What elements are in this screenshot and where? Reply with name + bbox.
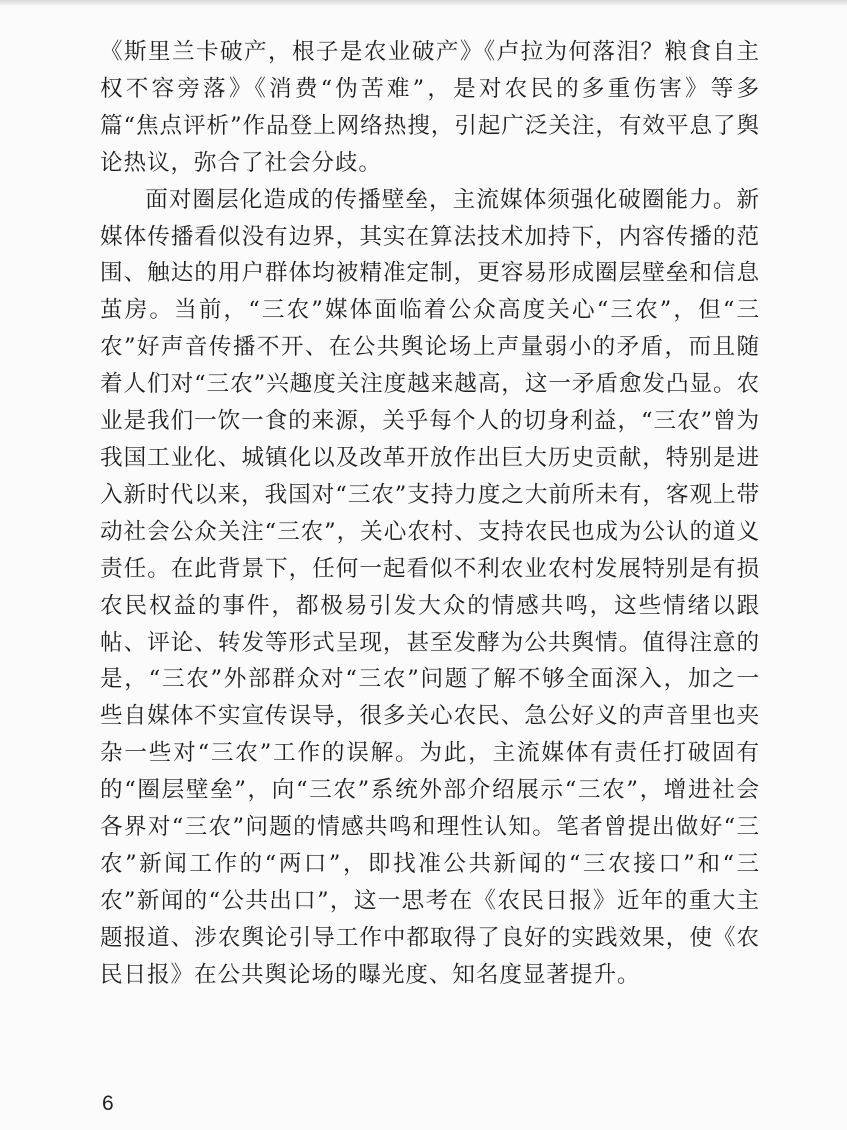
paragraph-breaking-circles: 面对圈层化造成的传播壁垒，主流媒体须强化破圈能力。新媒体传播看似没有边界，其实在算法技术加持下，内容传播的范围、触达的用户群体均被精准定制，更容易形成圈层壁垒和信息茧房。当前，“三农”媒体面临着公众高度关心“三农”，但“三农”好声音传播不开、在公共舆论场上声量弱小的矛盾，而且随着人们对“三农”兴趣度关注度越来越高，这一矛盾愈发凸显。农业是我们一饮一食的来源，关乎每个人的切身利益，“三农”曾为我国工业化、城镇化以及改革开放作出巨大历史贡献，特别是进入新时代以来，我国对“三农”支持力度之大前所未有，客观上带动社会公众关注“三农”，关心农村、支持农民也成为公认的道义责任。在此背景下，任何一起看似不利农业农村发展特别是有损农民权益的事件，都极易引发大众的情感共鸣，这些情绪以跟帖、评论、转发等形式呈现，甚至发酵为公共舆情。值得注意的是，“三农”外部群众对“三农”问题了解不够全面深入，加之一些自媒体不实宣传误导，很多关心农民、急公好义的声音里也夹杂一些对“三农”工作的误解。为此，主流媒体有责任打破固有的“圈层壁垒”，向“三农”系统外部介绍展示“三农”，增进社会各界对“三农”问题的情感共鸣和理性认知。笔者曾提出做好“三农”新闻工作的“两口”，即找准公共新闻的“三农接口”和“三农”新闻的“公共出口”，这一思考在《农民日报》近年的重大主题报道、涉农舆论引导工作中都取得了良好的实践效果，使《农民日报》在公共舆论场的曝光度、知名度显著提升。 xyxy=(100,186,760,988)
page-number: 6 xyxy=(102,1092,114,1115)
page-top-edge xyxy=(0,0,847,6)
paragraph-continued: 《斯里兰卡破产，根子是农业破产》《卢拉为何落泪？粮食自主权不容旁落》《消费“伪苦难”，是对农民的多重伤害》等多篇“焦点评析”作品登上网络热搜，引起广泛关注，有效平息了舆论热议，弥合了社会分歧。 xyxy=(100,39,760,176)
page-body xyxy=(100,34,760,994)
